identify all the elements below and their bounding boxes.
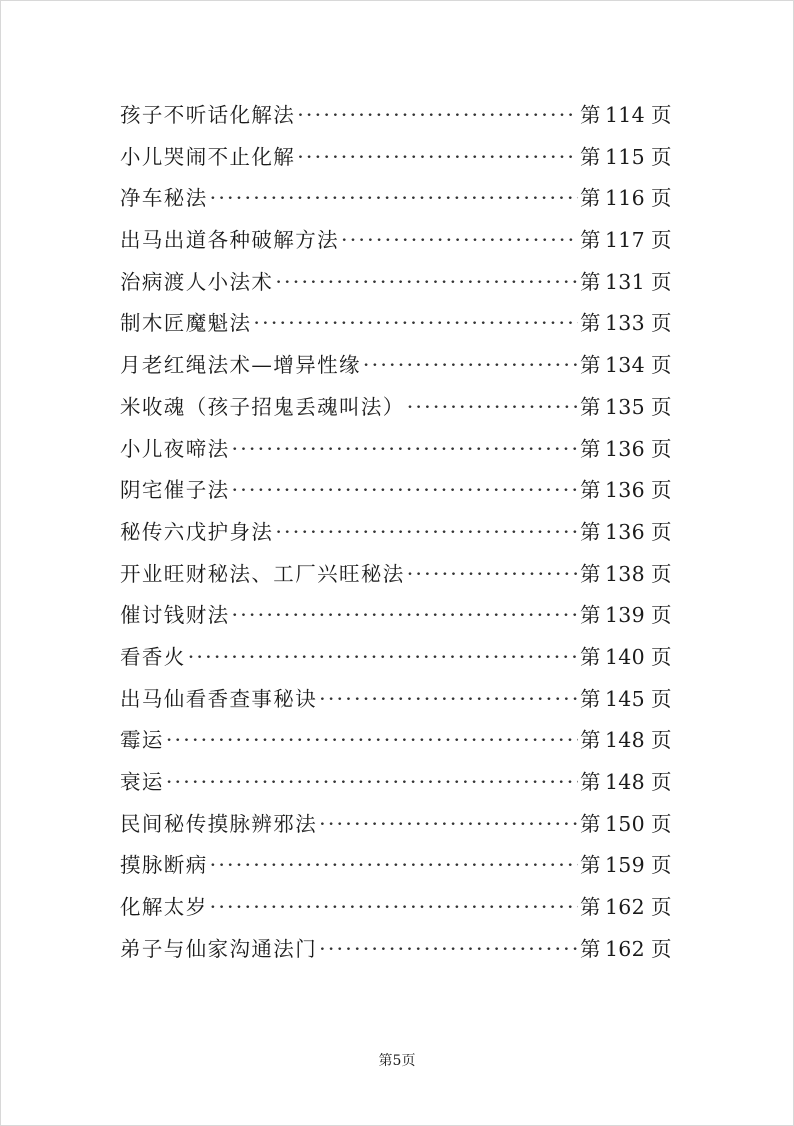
- toc-entry: [120, 807, 672, 849]
- toc-entry-page: [580, 932, 672, 962]
- page-suffix: 页: [651, 311, 672, 336]
- page-prefix: 第: [579, 895, 601, 920]
- toc-dot-leader: [210, 186, 578, 210]
- toc-entry-page: [580, 807, 672, 837]
- toc-entry-page: [580, 140, 672, 170]
- page-number: 136: [604, 519, 645, 544]
- toc-entry-page: [580, 723, 672, 753]
- page-number: 136: [604, 436, 645, 461]
- toc-entry-title: 小儿夜啼法: [120, 436, 230, 461]
- toc-dot-leader: [407, 562, 578, 586]
- page-number: 162: [604, 936, 645, 961]
- toc-entry-title: 化解太岁: [120, 895, 208, 920]
- toc-dot-leader: [319, 937, 578, 961]
- toc-entry-title: 小儿哭闹不止化解: [120, 144, 296, 169]
- toc-entry-page: [580, 682, 672, 712]
- toc-entry: [120, 348, 672, 390]
- page-prefix: 第: [579, 394, 601, 419]
- toc-entry-title: 孩子不听话化解法: [120, 103, 296, 127]
- toc-entry: [120, 515, 672, 557]
- toc-entry-title: 出马出道各种破解方法: [120, 228, 339, 253]
- toc-dot-leader: [275, 270, 578, 294]
- toc-entry: [120, 682, 672, 724]
- toc-dot-leader: [166, 770, 578, 794]
- page-suffix: 页: [651, 519, 672, 544]
- toc-entry: [120, 598, 672, 640]
- toc-entry-page: [580, 390, 672, 420]
- page-prefix: 第: [579, 519, 601, 544]
- page-prefix: 第: [579, 644, 601, 669]
- page-suffix: 页: [651, 478, 672, 503]
- toc-entry-title: 净车秘法: [120, 186, 208, 211]
- toc-entry-page: [580, 432, 672, 462]
- page-number: 138: [604, 561, 645, 586]
- toc-dot-leader: [319, 812, 578, 836]
- toc-entry-page: [580, 473, 672, 503]
- page-suffix: 页: [651, 644, 672, 669]
- page-number: 133: [604, 311, 645, 336]
- toc-entry: [120, 390, 672, 432]
- page-number: 162: [604, 895, 645, 920]
- page-number: 117: [604, 228, 645, 253]
- toc-entry: [120, 848, 672, 890]
- page-suffix: 页: [651, 269, 672, 294]
- toc-dot-leader: [210, 895, 578, 919]
- toc-dot-leader: [319, 687, 578, 711]
- page-suffix: 页: [651, 394, 672, 419]
- toc-entry: [120, 432, 672, 474]
- page-suffix: 页: [651, 144, 672, 169]
- page-prefix: 第: [579, 478, 601, 503]
- toc-entry-title: 出马仙看香查事秘诀: [120, 686, 318, 711]
- page-number-footer: 第5页: [378, 1053, 416, 1069]
- toc-entry-title: 月老红绳法术—增异性缘: [120, 353, 361, 378]
- toc-entry-page: [580, 181, 672, 211]
- toc-entry-page: [580, 848, 672, 878]
- page-suffix: 页: [651, 353, 672, 378]
- page-suffix: 页: [651, 811, 672, 836]
- page-prefix: 第: [579, 228, 601, 253]
- page-prefix: 第: [579, 811, 601, 836]
- toc-entry: [120, 306, 672, 348]
- page-prefix: 第: [579, 269, 601, 294]
- toc-entry-title: 秘传六戊护身法: [120, 519, 274, 544]
- toc-entry-title: 看香火: [120, 644, 186, 669]
- toc-entry-title: 民间秘传摸脉辨邪法: [120, 811, 318, 836]
- toc-entry-title: 霉运: [120, 728, 164, 753]
- toc-entry-page: [580, 890, 672, 920]
- toc-entry-page: [580, 98, 672, 128]
- toc-dot-leader: [297, 103, 578, 127]
- toc-entry-page: [580, 223, 672, 253]
- page-prefix: 第: [579, 686, 601, 711]
- toc-entry: [120, 890, 672, 932]
- page-number: 148: [604, 728, 645, 753]
- toc-dot-leader: [275, 520, 578, 544]
- page-suffix: 页: [651, 186, 672, 211]
- toc-dot-leader: [363, 353, 578, 377]
- toc-entry-title: 弟子与仙家沟通法门: [120, 936, 318, 961]
- toc-entry: [120, 140, 672, 182]
- toc-entry-title: 催讨钱财法: [120, 603, 230, 628]
- page-suffix: 页: [651, 561, 672, 586]
- page-prefix: 第: [579, 603, 601, 628]
- page-number: 134: [604, 353, 645, 378]
- page-suffix: 页: [651, 770, 672, 794]
- toc-entry-title: 阴宅催子法: [120, 478, 230, 503]
- page-number: 116: [604, 186, 645, 211]
- toc-entry: [120, 723, 672, 765]
- toc-dot-leader: [210, 853, 578, 877]
- page-suffix: 页: [651, 895, 672, 920]
- page-prefix: 第: [579, 311, 601, 336]
- toc-entry-page: [580, 265, 672, 295]
- toc-entry: [120, 223, 672, 265]
- toc-entry: [120, 265, 672, 307]
- toc-dot-leader: [341, 228, 578, 252]
- page-number: 139: [604, 603, 645, 628]
- page-number: 114: [604, 103, 645, 127]
- page-prefix: 第: [579, 436, 601, 461]
- page-number: 150: [604, 811, 645, 836]
- page-number: 140: [604, 644, 645, 669]
- page-suffix: 页: [651, 603, 672, 628]
- toc-entry-title: 开业旺财秘法、工厂兴旺秘法: [120, 561, 405, 586]
- toc-entry-page: [580, 306, 672, 336]
- page-suffix: 页: [651, 936, 672, 961]
- page-suffix: 页: [651, 436, 672, 461]
- page-number: 159: [604, 853, 645, 878]
- toc-dot-leader: [253, 311, 578, 335]
- page-number: 148: [604, 770, 645, 794]
- toc-entry-page: [580, 765, 672, 795]
- toc-entry-page: [580, 557, 672, 587]
- toc-entry-title: 摸脉断病: [120, 853, 208, 878]
- toc-entry-page: [580, 515, 672, 545]
- page-prefix: 第: [579, 353, 601, 378]
- toc-entry-title: 米收魂（孩子招鬼丢魂叫法）: [120, 394, 405, 419]
- page-suffix: 页: [651, 228, 672, 253]
- page-prefix: 第: [579, 853, 601, 878]
- toc-dot-leader: [166, 728, 578, 752]
- page-prefix: 第: [579, 103, 601, 127]
- toc-dot-leader: [297, 145, 578, 169]
- page-suffix: 页: [651, 103, 672, 127]
- toc-entry-page: [580, 598, 672, 628]
- page-prefix: 第: [579, 186, 601, 211]
- toc-entry: [120, 181, 672, 223]
- toc-entry: [120, 640, 672, 682]
- table-of-contents: [120, 98, 672, 973]
- page-suffix: 页: [651, 728, 672, 753]
- page-number: 131: [604, 269, 645, 294]
- toc-entry: [120, 98, 672, 140]
- toc-dot-leader: [232, 437, 578, 461]
- page-number: 145: [604, 686, 645, 711]
- page-prefix: 第: [579, 936, 601, 961]
- page-suffix: 页: [651, 853, 672, 878]
- toc-entry-page: [580, 640, 672, 670]
- toc-entry-title: 衰运: [120, 770, 164, 794]
- toc-entry: [120, 932, 672, 974]
- page-number: 135: [604, 394, 645, 419]
- toc-dot-leader: [188, 645, 578, 669]
- toc-dot-leader: [232, 603, 578, 627]
- page-number: 136: [604, 478, 645, 503]
- toc-entry-title: 治病渡人小法术: [120, 269, 274, 294]
- page-number: 115: [604, 144, 645, 169]
- toc-entry: [120, 557, 672, 599]
- toc-entry: [120, 765, 672, 807]
- page-suffix: 页: [651, 686, 672, 711]
- toc-dot-leader: [232, 478, 578, 502]
- page-prefix: 第: [579, 728, 601, 753]
- page-prefix: 第: [579, 770, 601, 794]
- toc-entry-title: 制木匠魔魁法: [120, 311, 252, 336]
- toc-dot-leader: [407, 395, 578, 419]
- page-prefix: 第: [579, 561, 601, 586]
- page-prefix: 第: [579, 144, 601, 169]
- toc-entry: [120, 473, 672, 515]
- toc-entry-page: [580, 348, 672, 378]
